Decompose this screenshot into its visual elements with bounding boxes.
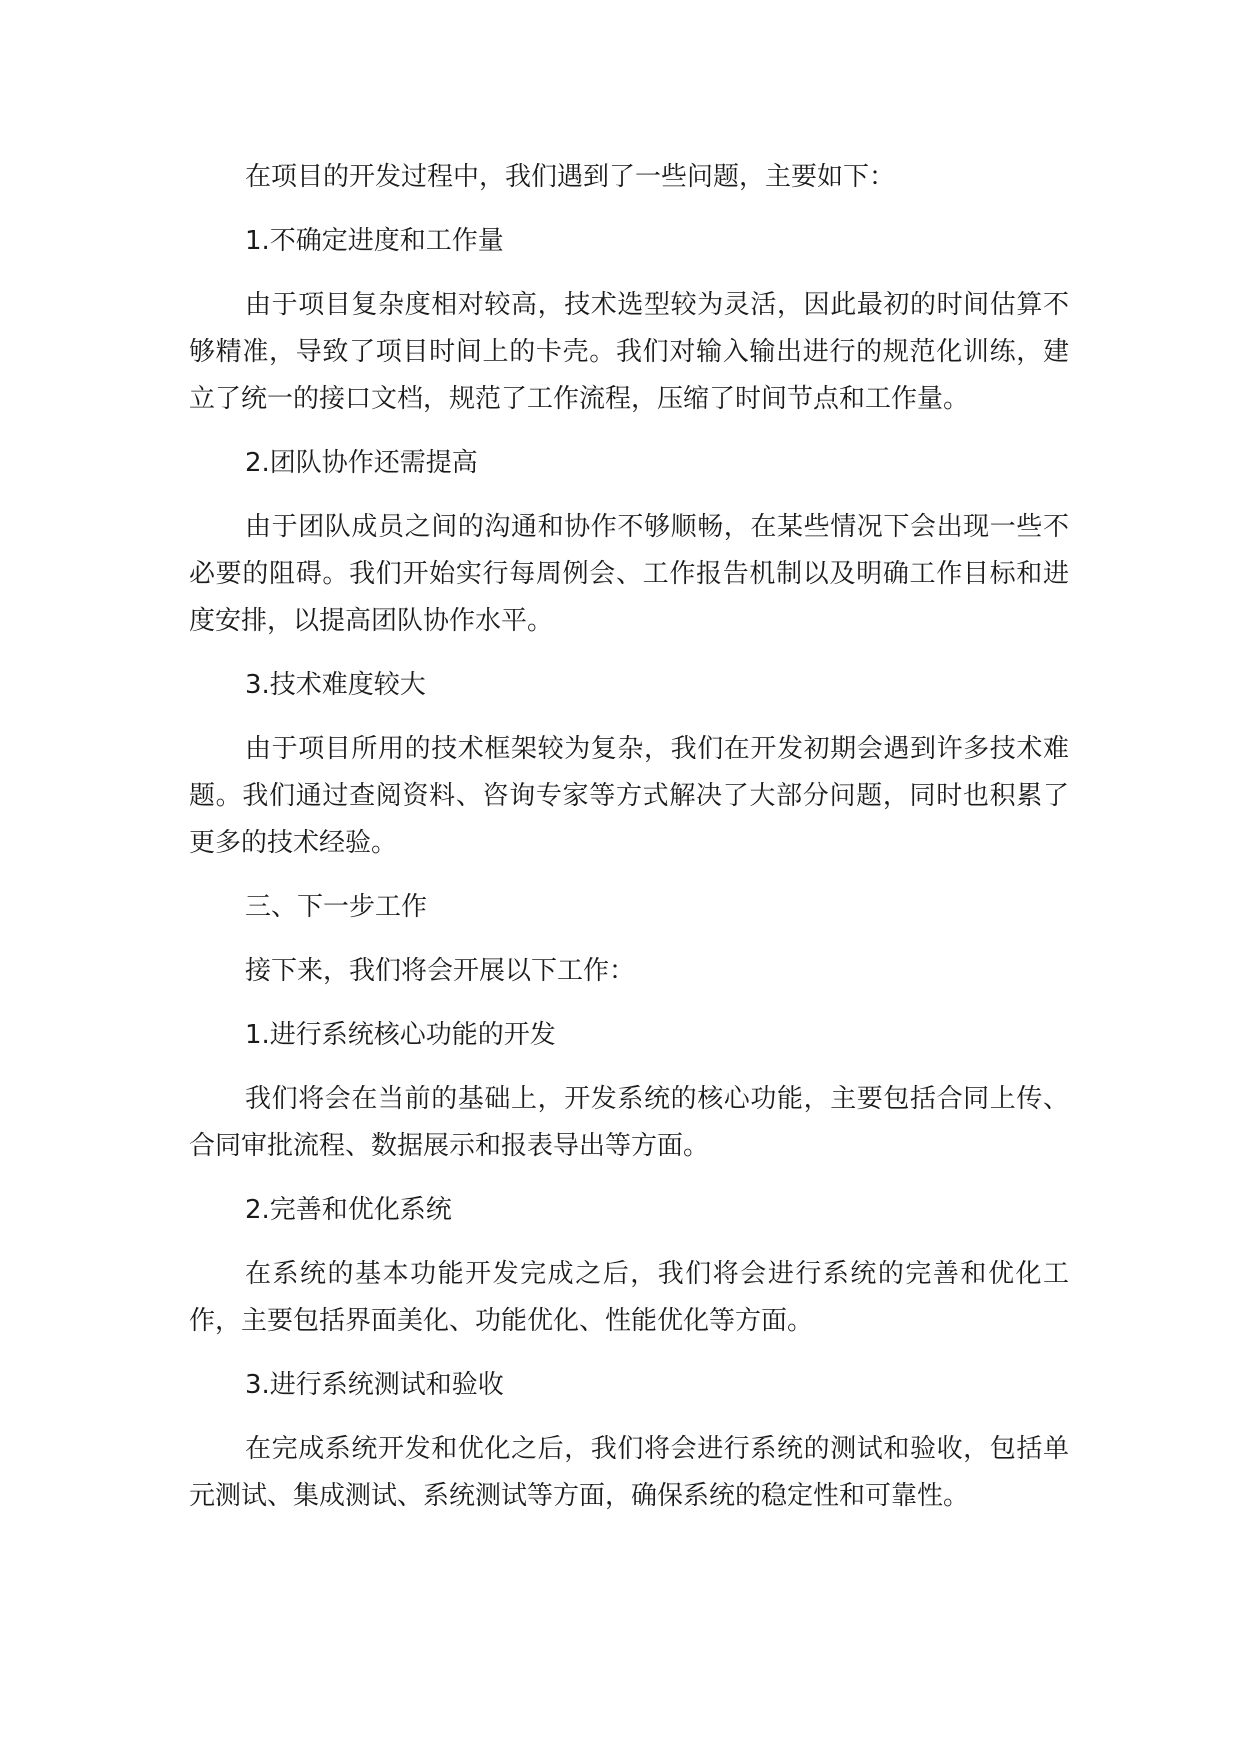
issue-heading-3: 3.技术难度较大 bbox=[245, 670, 426, 700]
task-heading-3: 3.进行系统测试和验收 bbox=[245, 1370, 504, 1400]
issue-paragraph-1: 由于项目复杂度相对较高，技术选型较为灵活，因此最初的时间估算不够精准，导致了项目时间上的卡壳。我们对输入输出进行的规范化训练，建立了统一的接口文档，规范了工作流程，压缩了时间节点和工作量。 bbox=[189, 290, 1069, 414]
section-heading-next-steps: 三、下一步工作 bbox=[245, 892, 428, 922]
task-heading-2: 2.完善和优化系统 bbox=[245, 1195, 452, 1225]
task-heading-1: 1.进行系统核心功能的开发 bbox=[245, 1020, 556, 1050]
issue-heading-2: 2.团队协作还需提高 bbox=[245, 448, 478, 478]
next-steps-intro: 接下来，我们将会开展以下工作： bbox=[245, 956, 636, 986]
issue-heading-1: 1.不确定进度和工作量 bbox=[245, 226, 504, 256]
task-paragraph-1: 我们将会在当前的基础上，开发系统的核心功能，主要包括合同上传、合同审批流程、数据展示和报表导出等方面。 bbox=[189, 1084, 1069, 1161]
issue-paragraph-3: 由于项目所用的技术框架较为复杂，我们在开发初期会遇到许多技术难题。我们通过查阅资料、咨询专家等方式解决了大部分问题，同时也积累了更多的技术经验。 bbox=[189, 734, 1069, 858]
issue-paragraph-2: 由于团队成员之间的沟通和协作不够顺畅，在某些情况下会出现一些不必要的阻碍。我们开始实行每周例会、工作报告机制以及明确工作目标和进度安排，以提高团队协作水平。 bbox=[189, 512, 1069, 636]
task-paragraph-2: 在系统的基本功能开发完成之后，我们将会进行系统的完善和优化工作，主要包括界面美化、功能优化、性能优化等方面。 bbox=[189, 1259, 1069, 1336]
document-body bbox=[189, 154, 1069, 1537]
task-paragraph-3: 在完成系统开发和优化之后，我们将会进行系统的测试和验收，包括单元测试、集成测试、系统测试等方面，确保系统的稳定性和可靠性。 bbox=[189, 1434, 1069, 1511]
intro-paragraph: 在项目的开发过程中，我们遇到了一些问题，主要如下： bbox=[245, 162, 896, 192]
